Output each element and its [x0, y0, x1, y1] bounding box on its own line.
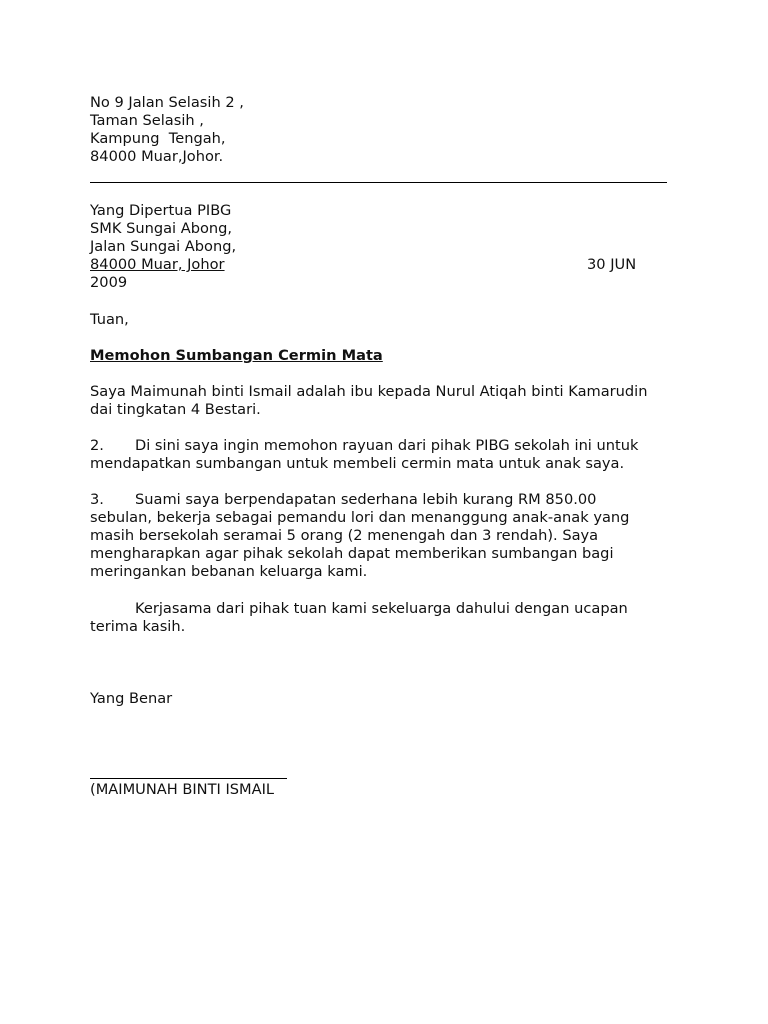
salutation: Tuan,	[90, 311, 129, 328]
paragraph-1-line-1: Saya Maimunah binti Ismail adalah ibu kepada Nurul Atiqah binti Kamarudin	[90, 383, 648, 400]
paragraph-2-number: 2.	[90, 437, 104, 454]
letter-date-year: 2009	[90, 274, 128, 291]
recipient-address-line-2: SMK Sungai Abong,	[90, 220, 233, 237]
letter-subject: Memohon Sumbangan Cermin Mata	[90, 347, 383, 364]
recipient-address-line-1: Yang Dipertua PIBG	[90, 202, 232, 219]
paragraph-2-line-2: mendapatkan sumbangan untuk membeli cermin mata untuk anak saya.	[90, 455, 625, 472]
paragraph-3-line-5: meringankan bebanan keluarga kami.	[90, 563, 368, 580]
sender-address-line-1: No 9 Jalan Selasih 2 ,	[90, 94, 244, 111]
paragraph-3-line-4: mengharapkan agar pihak sekolah dapat memberikan sumbangan bagi	[90, 545, 614, 562]
signature-name: (MAIMUNAH BINTI ISMAIL	[90, 781, 275, 798]
paragraph-2-line-1	[90, 437, 638, 455]
paragraph-3-text-1: Suami saya berpendapatan sederhana lebih kurang RM 850.00	[135, 491, 597, 508]
paragraph-4-text-1: Kerjasama dari pihak tuan kami sekeluarga dahului dengan ucapan	[135, 600, 628, 617]
paragraph-4-line-1	[90, 600, 628, 618]
closing: Yang Benar	[90, 690, 173, 707]
sender-address-line-3: Kampung Tengah,	[90, 130, 226, 147]
paragraph-3-line-1	[90, 491, 596, 509]
signature-line	[90, 778, 287, 779]
sender-address-line-2: Taman Selasih ,	[90, 112, 204, 129]
paragraph-3-line-3: masih bersekolah seramai 5 orang (2 menengah dan 3 rendah). Saya	[90, 527, 599, 544]
paragraph-2-text-1: Di sini saya ingin memohon rayuan dari pihak PIBG sekolah ini untuk	[135, 437, 639, 454]
paragraph-3-line-2: sebulan, bekerja sebagai pemandu lori dan menanggung anak-anak yang	[90, 509, 630, 526]
paragraph-3-number: 3.	[90, 491, 104, 508]
recipient-address-line-3: Jalan Sungai Abong,	[90, 238, 237, 255]
letter-date-day-month: 30 JUN	[587, 256, 637, 273]
paragraph-1-line-2: dai tingkatan 4 Bestari.	[90, 401, 261, 418]
sender-address-line-4: 84000 Muar,Johor.	[90, 148, 224, 165]
recipient-address-line-4: 84000 Muar, Johor	[90, 256, 225, 273]
header-divider	[90, 182, 667, 183]
paragraph-4-line-2: terima kasih.	[90, 618, 186, 635]
